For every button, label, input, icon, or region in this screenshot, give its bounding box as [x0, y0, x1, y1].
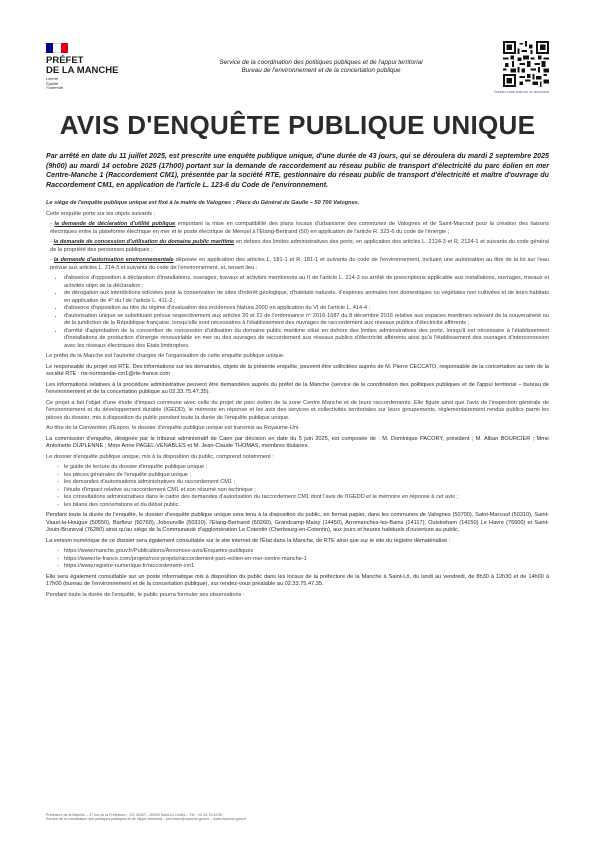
qr-code-icon[interactable] — [503, 41, 549, 87]
list-item: - le guide de lecture du dossier d'enquête publique unique ; — [64, 464, 549, 472]
marianne-flag-icon — [46, 43, 68, 53]
link[interactable]: - https://www.manche.gouv.fr/Publications/Annonces-avis/Enquetes-publiques — [64, 548, 549, 556]
objet-item: - la demande d'autorisation environnementale déposée en application des articles L. 181-1 et R. 181-1 et suivants du code de l'environnement, incluant une autorisation au titre de la loi sur l'eau prévue aux articles L. 214-3 et suivants du code de l'environnement, et, tenant lieu : — [50, 257, 549, 271]
prefecture-logo: PRÉFET DE LA MANCHE — [46, 55, 119, 76]
list-item: • d'absence d'opposition au titre du régime d'évaluation des incidences Natura 2000 en application du VI de l'article L. 414-4 ; — [64, 305, 549, 313]
link[interactable]: - https://www.registre-numerique.fr/raccordement-cm1 — [64, 563, 549, 571]
objet-item: - la demande de déclaration d'utilité publique emportant la mise en compatibilité des plans locaux d'urbanisme des communes de Valognes et de Saint-Marcouf pour la création des liaisons électriques entre la plateforme électrique en mer et le poste électrique de Menuel à l'Etang-Bertrand (50) en application de l'article R. 323-6 du code de l'énergie ; — [50, 221, 549, 235]
republic-motto: Liberté Égalité Fraternité — [46, 76, 64, 91]
convention-paragraph: Au titre de la Convention d'Espoo, le dossier d'enquête publique unique est transmis au Royaume-Uni. — [46, 425, 300, 431]
dossier-list — [46, 464, 549, 509]
commission-paragraph: La commission d'enquête, désignée par le tribunal administratif de Caen par décision en date du 5 juin 2025, est composée de : M. Dominique PACORY, président ; M. Alban BOURCIER ; Mme Antoinette DUPLENNE ; Mme Anne PAGEL-VENABLES et M. Jean-Claude THOMAS, membres titulaires. — [46, 435, 549, 449]
list-item: - les consultations administratives dans le cadre des demandes d'autorisation du raccordement CM1 dont l'avis de l'IGEDD et le mémoire en réponse à cet avis ; — [64, 494, 549, 502]
list-item: • d'arrêté d'approbation de la convention de concession d'utilisation du domaine public maritime situé en dehors des limites administratives des ports, lorsqu'il est nécessaire à l'établissement d'installations de production d'énergie renouvelable en mer ou des ouvrages de raccordement aux réseaux publics d'électricité afférents ainsi qu'à l'établissement des ouvrages d'interconnexion avec les réseaux électriques des États limitrophes. — [64, 328, 549, 351]
infos-paragraph: Les informations relatives à la procédure administrative peuvent être demandées auprès du préfet de la Manche (service de la coordination des politiques publiques et de l'appui territorial – bureau de l'environnement et de la concertation publique au 02.33.75.47.35). — [46, 381, 549, 395]
poste-paragraph: Elle sera également consultable sur un poste informatique mis à disposition du public dans les locaux de la préfecture de la Manche à Saint-Lô, du lundi au vendredi, de 8h30 à 12h30 et de 14h00 à 17h00 (bureau de l'environnement et de la concertation publique), sur rendez-vous préalable au 02.33.75.47.35. — [46, 573, 549, 587]
link[interactable]: - https://www.rte-france.com/projets/nos-projets/raccordement-parc-eolien-en-mer-centre-manche-1 — [64, 556, 549, 564]
observations-paragraph: Pendant toute la durée de l'enquête, le public pourra formuler ses observations : — [46, 591, 245, 598]
impact-paragraph: Ce projet a fait l'objet d'une étude d'impact commune avec celle du projet de parc éolien de la zone Centre Manche et de leurs raccordements. Elle figure ainsi que l'avis de l'inspection générale de l'environnement et du développement durable (IGEDD), le mémoire en réponse et les avis des services et collectivités territoriales sur leurs groupements, réglementairement rendus publics parmi les pièces du dossier, mis à disposition du public pendant toute la durée de l'enquête publique unique. — [46, 399, 549, 421]
list-item: • de dérogation aux interdictions édictées pour la conservation de sites d'intérêt géologique, d'habitats naturels, d'espèces animales non domestiques ou végétales non cultivées et de leurs habitats en application de 4° du I de l'article L. 411-2 ; — [64, 290, 549, 305]
list-item: - les pièces générales de l'enquête publique unique ; — [64, 472, 549, 480]
footer: Préfecture de la Manche – 37 rue de la Préfecture – CS 30407 – 50009 Saint-Lô Cedex – Tél. : 02.33.75.49.50 Service de la coordination des politiques publiques et de l'appui territorial – pref-bepc@manche.gouv.fr – www.manche.gouv.fr — [46, 812, 247, 822]
siege-paragraph: Le siège de l'enquête publique unique est fixé à la mairie de Valognes : Place du Général de Gaulle – 50 700 Valognes. — [46, 200, 360, 206]
lead-paragraph: Par arrêté en date du 11 juillet 2025, est prescrite une enquête publique unique, d'une durée de 43 jours, qui se déroulera du mardi 2 septembre 2025 (9h00) au mardi 14 octobre 2025 (17h00) portant sur la demande de raccordement au réseau public de transport d'électricité du parc éolien en mer Centre-Manche 1 (Raccordement CM1), présentée par la société RTE, gestionnaire du réseau public de transport d'électricité et maître d'ouvrage du Raccordement CM1, en application de l'article L. 123-6 du Code de l'environnement. — [46, 152, 549, 189]
service-name: Service de la coordination des politiques publiques et de l'appui territorial Bureau de l'environnement et de la concertation publique — [219, 59, 423, 75]
pendant-paragraph: Pendant toute la durée de l'enquête, le dossier d'enquête publique unique sera tenu à la disposition du public, en format papier, dans les communes de Valognes (50700), Saint-Marcouf (50310), Saint-Vaast-la-Hougue (50550), Barfleur (50760), Jobourville (50310), l'Etang-Bertrand (50260), Grandcamp-Maisy (14450), Arromanches-les-Bains (14117), Ouistreham (14150) Le Havre (76600) et Saint-Jouin-Bruneval (76280) ainsi qu'au siège de la Communauté d'agglomération Le Cotentin (Cherbourg-en-Cotentin), aux jours et heures habituels d'ouverture au public. — [46, 512, 549, 533]
list-item: • d'autorisation unique se substituant prévue respectivement aux articles 20 et 21 de l'ordonnance n° 2016-1687 du 8 décembre 2016 relative aux espaces maritimes relevant de la souveraineté ou de la juridiction de la République française, lorsqu'elle sont nécessaires à l'établissement des ouvrages de raccordement aux réseaux publics d'électricité afférents ; — [64, 313, 549, 328]
prefet-paragraph: Le préfet de la Manche est l'autorité chargée de l'organisation de cette enquête publique unique. — [46, 353, 285, 359]
list-item: - les bilans des concertations et du débat public. — [64, 502, 549, 510]
list-item: • d'absence d'opposition à déclaration d'installations, ouvrages, travaux et activités mentionnés au II de l'article L. 214-3 ou arrêté de prescriptions applicable aux installations, ouvrages, travaux et activités objet de la déclaration ; — [64, 275, 549, 290]
list-item: - l'étude d'impact relative au raccordement CM1 et son résumé non technique ; — [64, 487, 549, 495]
version-paragraph: La version numérique de ce dossier sera également consultable sur le site internet de l'État dans la Manche, de RTE ainsi que sur le site du registre dématérialisé : — [46, 537, 451, 544]
sub-items-list — [46, 275, 549, 350]
objet-intro: Cette enquête porte sur les objets suivants : — [46, 210, 156, 217]
links-list — [46, 548, 549, 571]
header — [46, 0, 549, 102]
list-item: - les demandes d'autorisations administratives du raccordement CM1 ; — [64, 479, 549, 487]
dossier-intro: Le dossier d'enquête publique unique, mis à la disposition du public, comprend notamment : — [46, 453, 274, 460]
page-title: AVIS D'ENQUÊTE PUBLIQUE UNIQUE — [59, 110, 536, 140]
qr-caption: Donnez votre avis sur ce document — [494, 90, 549, 94]
body-text — [46, 200, 549, 599]
responsable-paragraph: Le responsable du projet est RTE. Des informations sur les demandes, objets de la présente enquête, peuvent être sollicitées auprès de M. Pierre CECCATO, responsable de la concertation au sein de la société RTE : rte-normandie-cm1@rte-france.com — [46, 363, 549, 377]
objet-item: - la demande de concession d'utilisation du domaine public maritime en dehors des limites administratives des ports, en application des articles L. 2124-3 et R. 2124-1 et suivants du code général de la propriété des personnes publiques ; — [50, 239, 550, 253]
